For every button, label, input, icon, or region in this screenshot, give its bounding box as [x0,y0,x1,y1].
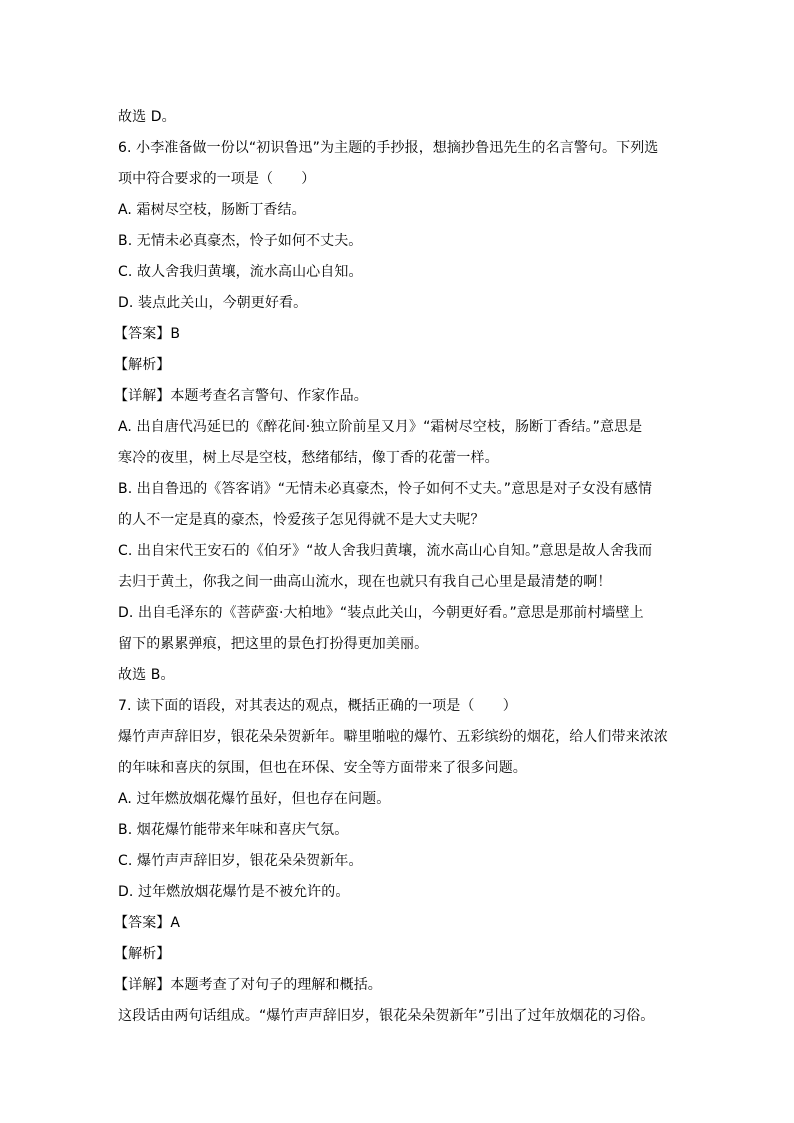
q6-explanation-b-line-1: B. 出自鲁迅的《答客诮》“无情未必真豪杰，怜子如何不丈夫。”意思是对子女没有感情 [118,481,653,497]
question-7-line-1: 7. 读下面的语段，对其表达的观点，概括正确的一项是（ ） [118,698,517,714]
q6-answer: 【答案】B [114,326,181,342]
q7-option-a: A. 过年燃放烟花爆竹虽好，但也存在问题。 [118,791,391,807]
q7-analysis-heading: 【解析】 [114,946,171,962]
q6-option-c: C. 故人舍我归黄壤，流水高山心自知。 [118,264,363,280]
conclusion-q6: 故选 B。 [118,667,175,683]
q6-explanation-c-line-1: C. 出自宋代王安石的《伯牙》“故人舍我归黄壤，流水高山心自知。”意思是故人舍我而 [118,543,653,559]
q6-analysis-heading: 【解析】 [114,357,171,373]
q6-explanation-a-line-2: 寒冷的夜里，树上尽是空枝，愁绪郁结，像丁香的花蕾一样。 [118,450,499,466]
q6-option-d: D. 装点此关山，今朝更好看。 [118,295,308,311]
q7-option-b: B. 烟花爆竹能带来年味和喜庆气氛。 [118,822,349,838]
q6-explanation-d-line-2: 留下的累累弹痕，把这里的景色打扮得更加美丽。 [118,636,429,652]
question-6-line-2: 项中符合要求的一项是（ ） [118,171,316,187]
q7-passage-line-2: 的年味和喜庆的氛围，但也在环保、安全等方面带来了很多问题。 [118,760,527,776]
q7-passage-line-1: 爆竹声声辞旧岁，银花朵朵贺新年。噼里啪啦的爆竹、五彩缤纷的烟花，给人们带来浓浓 [118,729,668,745]
q7-explanation-line-1: 这段话由两句话组成。“爆竹声声辞旧岁，银花朵朵贺新年”引出了过年放烟花的习俗。 [118,1008,655,1024]
q6-explanation-a-line-1: A. 出自唐代冯延巳的《醉花间·独立阶前星又月》“霜树尽空枝，肠断丁香结。”意思是 [118,419,643,435]
q7-option-c: C. 爆竹声声辞旧岁，银花朵朵贺新年。 [118,853,363,869]
q6-explanation-d-line-1: D. 出自毛泽东的《菩萨蛮·大柏地》“装点此关山，今朝更好看。”意思是那前村墙壁上 [118,605,644,621]
q6-option-a: A. 霜树尽空枝，肠断丁香结。 [118,202,306,218]
q7-option-d: D. 过年燃放烟花爆竹是不被允许的。 [118,884,350,900]
conclusion-q5: 故选 D。 [118,109,176,125]
q6-detail: 【详解】本题考查名言警句、作家作品。 [114,388,368,404]
q6-option-b: B. 无情未必真豪杰，怜子如何不丈夫。 [118,233,363,249]
q6-explanation-b-line-2: 的人不一定是真的豪杰，怜爱孩子怎见得就不是大丈夫呢？ [118,512,485,528]
q7-answer: 【答案】A [114,915,181,931]
document-page [114,102,674,1032]
q6-explanation-c-line-2: 去归于黄土，你我之间一曲高山流水，现在也就只有我自己心里是最清楚的啊！ [118,574,612,590]
q7-detail: 【详解】本题考查了对句子的理解和概括。 [114,977,382,993]
question-6-line-1: 6. 小李准备做一份以“初识鲁迅”为主题的手抄报，想摘抄鲁迅先生的名言警句。下列选 [118,140,659,156]
